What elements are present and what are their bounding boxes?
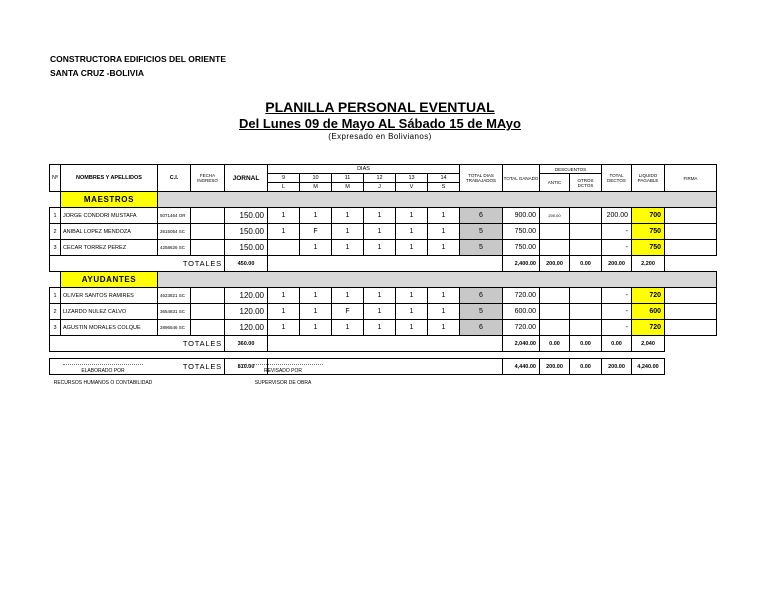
- employee-fecha: [191, 240, 225, 256]
- otros-value: [570, 208, 602, 224]
- day-mark: 1: [300, 208, 332, 224]
- signature-revisado: [213, 364, 353, 386]
- firma-cell: [665, 240, 717, 256]
- col-header-total-ganado: TOTAL GANADO: [503, 165, 540, 192]
- antic-value: [540, 240, 570, 256]
- total-dias: 6: [460, 208, 503, 224]
- day-letter-header: L: [268, 183, 300, 192]
- totals-firma: [665, 336, 717, 352]
- day-mark: 1: [268, 304, 300, 320]
- row-number: 1: [50, 208, 61, 224]
- total-dctos: -: [602, 240, 632, 256]
- section-totals-row: [50, 256, 717, 272]
- totals-label: TOTALES: [50, 256, 225, 272]
- spacer-cell: [50, 352, 717, 359]
- total-dias: 5: [460, 224, 503, 240]
- day-mark: F: [300, 224, 332, 240]
- totals-dctos: 0.00: [602, 336, 632, 352]
- company-name: CONSTRUCTORA EDIFICIOS DEL ORIENTE: [50, 54, 226, 64]
- day-mark: 1: [364, 240, 396, 256]
- day-mark: 1: [300, 240, 332, 256]
- employee-row: [50, 224, 717, 240]
- employee-jornal: 150.00: [225, 208, 268, 224]
- antic-value: [540, 288, 570, 304]
- employee-row: [50, 320, 717, 336]
- day-mark: 1: [396, 208, 428, 224]
- col-header-total-dctos: TOTAL DECTOS: [602, 165, 632, 192]
- row-number: 3: [50, 240, 61, 256]
- totals-jornal: 450.00: [225, 256, 268, 272]
- day-mark: 1: [332, 320, 364, 336]
- employee-ci: 2615054 SC: [158, 224, 191, 240]
- antic-value: [540, 304, 570, 320]
- total-ganado: 750.00: [503, 224, 540, 240]
- section-header-row: [50, 272, 717, 288]
- employee-name: CECAR TORREZ PEREZ: [61, 240, 158, 256]
- day-mark: 1: [332, 240, 364, 256]
- section-fill: [158, 192, 717, 208]
- day-mark: 1: [396, 240, 428, 256]
- total-ganado: 600.00: [503, 304, 540, 320]
- liquido-pagable: 750: [632, 224, 665, 240]
- row-number: 2: [50, 304, 61, 320]
- row-number: 3: [50, 320, 61, 336]
- day-mark: 1: [364, 288, 396, 304]
- firma-cell: [665, 304, 717, 320]
- total-ganado: 750.00: [503, 240, 540, 256]
- employee-row: [50, 240, 717, 256]
- totals-liquido: 2,040: [632, 336, 665, 352]
- total-dctos: -: [602, 304, 632, 320]
- employee-fecha: [191, 304, 225, 320]
- totals-antic: 200.00: [540, 256, 570, 272]
- totals-jornal: 360.00: [225, 336, 268, 352]
- section-totals-row: [50, 336, 717, 352]
- totals-ganado: 2,400.00: [503, 256, 540, 272]
- col-header-ci: C.I.: [158, 165, 191, 192]
- day-number-header: 14: [428, 174, 460, 183]
- grand-totals-antic: 200.00: [540, 359, 570, 375]
- employee-ci: 5071464 OR: [158, 208, 191, 224]
- day-mark: 1: [364, 320, 396, 336]
- liquido-pagable: 600: [632, 304, 665, 320]
- employee-jornal: 120.00: [225, 304, 268, 320]
- firma-cell: [665, 224, 717, 240]
- col-header-antic: ANTIC: [540, 174, 570, 192]
- total-dias: 5: [460, 304, 503, 320]
- employee-name: OLIVER SANTOS RAMIRES: [61, 288, 158, 304]
- antic-value: [540, 224, 570, 240]
- otros-value: [570, 320, 602, 336]
- antic-value: 200.00: [540, 208, 570, 224]
- totals-otros: 0.00: [570, 336, 602, 352]
- day-mark: 1: [268, 224, 300, 240]
- document-title: PLANILLA PERSONAL EVENTUAL: [265, 99, 495, 115]
- totals-days-blank: [268, 256, 503, 272]
- day-number-header: 13: [396, 174, 428, 183]
- grand-totals-ganado: 4,440.00: [503, 359, 540, 375]
- col-header-firma: FIRMA: [665, 165, 717, 192]
- total-dctos: -: [602, 288, 632, 304]
- employee-ci: 4258626 SC: [158, 240, 191, 256]
- row-number: 2: [50, 224, 61, 240]
- day-mark: 1: [332, 288, 364, 304]
- day-letter-header: M: [300, 183, 332, 192]
- day-mark: 1: [364, 208, 396, 224]
- total-dias: 5: [460, 240, 503, 256]
- grand-totals-label: TOTALES: [50, 359, 225, 375]
- day-letter-header: M: [332, 183, 364, 192]
- section-spacer: [50, 192, 61, 208]
- liquido-pagable: 720: [632, 288, 665, 304]
- grand-totals-liquido: 4,240.00: [632, 359, 665, 375]
- section-fill: [158, 272, 717, 288]
- col-header-otros: OTROS DCTOS: [570, 174, 602, 192]
- col-header-n: Nº: [50, 165, 61, 192]
- day-mark: 1: [332, 208, 364, 224]
- employee-row: [50, 288, 717, 304]
- day-mark: F: [332, 304, 364, 320]
- signature-revisado-dept: SUPERVISOR DE OBRA: [254, 380, 312, 386]
- firma-cell: [665, 288, 717, 304]
- section-header-row: [50, 192, 717, 208]
- day-number-header: 10: [300, 174, 332, 183]
- employee-name: AGUSTIN MORALES COLQUE: [61, 320, 158, 336]
- totals-label: TOTALES: [50, 336, 225, 352]
- employee-ci: 4623821 SC: [158, 288, 191, 304]
- company-location: SANTA CRUZ -BOLIVIA: [50, 68, 144, 78]
- signature-revisado-role: REVISADO POR: [263, 368, 303, 374]
- employee-ci: 2896546 SC: [158, 320, 191, 336]
- day-letter-header: V: [396, 183, 428, 192]
- antic-value: [540, 320, 570, 336]
- signature-elaborado: [33, 364, 173, 386]
- day-number-header: 11: [332, 174, 364, 183]
- employee-fecha: [191, 224, 225, 240]
- employee-fecha: [191, 288, 225, 304]
- totals-ganado: 2,040.00: [503, 336, 540, 352]
- employee-jornal: 150.00: [225, 224, 268, 240]
- otros-value: [570, 240, 602, 256]
- day-letter-header: J: [364, 183, 396, 192]
- liquido-pagable: 720: [632, 320, 665, 336]
- day-mark: 1: [268, 208, 300, 224]
- col-header-total-dias: TOTAL DIAS TRABAJADOS: [460, 165, 503, 192]
- col-header-jornal: JORNAL: [225, 165, 268, 192]
- col-header-descuentos: DESCUENTOS: [540, 165, 602, 174]
- signature-elaborado-dept: RECURSOS HUMANOS O CONTABILIDAD: [53, 380, 153, 386]
- otros-value: [570, 224, 602, 240]
- totals-liquido: 2,200: [632, 256, 665, 272]
- grand-totals-dctos: 200.00: [602, 359, 632, 375]
- day-number-header: 12: [364, 174, 396, 183]
- employee-fecha: [191, 208, 225, 224]
- day-mark: 1: [428, 304, 460, 320]
- total-dias: 6: [460, 288, 503, 304]
- section-label: AYUDANTES: [61, 272, 158, 288]
- employee-jornal: 120.00: [225, 288, 268, 304]
- section-spacer: [50, 272, 61, 288]
- totals-otros: 0.00: [570, 256, 602, 272]
- day-mark: 1: [428, 224, 460, 240]
- day-mark: 1: [396, 288, 428, 304]
- total-ganado: 720.00: [503, 320, 540, 336]
- day-mark: 1: [300, 320, 332, 336]
- employee-jornal: 150.00: [225, 240, 268, 256]
- employee-row: [50, 208, 717, 224]
- total-ganado: 720.00: [503, 288, 540, 304]
- employee-name: JORGE CONDORI MUSTAFA: [61, 208, 158, 224]
- grand-totals-firma: [665, 359, 717, 375]
- total-dias: 6: [460, 320, 503, 336]
- grand-totals-jornal: 810.00: [225, 359, 268, 375]
- day-mark: 1: [300, 304, 332, 320]
- day-mark: 1: [428, 320, 460, 336]
- employee-fecha: [191, 320, 225, 336]
- total-dctos: 200.00: [602, 208, 632, 224]
- totals-dctos: 200.00: [602, 256, 632, 272]
- section-label: MAESTROS: [61, 192, 158, 208]
- payroll-table: [49, 164, 717, 375]
- col-header-dias: DIAS: [268, 165, 460, 174]
- day-mark: 1: [364, 224, 396, 240]
- row-number: 1: [50, 288, 61, 304]
- total-ganado: 900.00: [503, 208, 540, 224]
- day-mark: 1: [364, 304, 396, 320]
- totals-antic: 0.00: [540, 336, 570, 352]
- otros-value: [570, 304, 602, 320]
- grand-totals-otros: 0.00: [570, 359, 602, 375]
- day-number-header: 9: [268, 174, 300, 183]
- firma-cell: [665, 320, 717, 336]
- day-mark: 1: [396, 224, 428, 240]
- firma-cell: [665, 208, 717, 224]
- total-dctos: -: [602, 320, 632, 336]
- day-mark: 1: [396, 320, 428, 336]
- employee-row: [50, 304, 717, 320]
- employee-ci: 3654831 SC: [158, 304, 191, 320]
- day-mark: 1: [428, 208, 460, 224]
- day-mark: 1: [428, 240, 460, 256]
- signature-elaborado-role: ELABORADO POR: [81, 368, 125, 374]
- employee-name: ANIBAL LOPEZ MENDOZA: [61, 224, 158, 240]
- col-header-liquido: LIQUIDO PAGABLE: [632, 165, 665, 192]
- employee-jornal: 120.00: [225, 320, 268, 336]
- document-period: Del Lunes 09 de Mayo AL Sábado 15 de MAyo: [239, 116, 521, 131]
- col-header-name: NOMBRES Y APELLIDOS: [61, 165, 158, 192]
- currency-note: (Expresado en Bolivianos): [328, 132, 432, 141]
- day-mark: 1: [268, 288, 300, 304]
- day-letter-header: S: [428, 183, 460, 192]
- employee-name: LIZARDO NULEZ CALVO: [61, 304, 158, 320]
- col-header-fecha: FECHA INGRESO: [191, 165, 225, 192]
- day-mark: 1: [428, 288, 460, 304]
- day-mark: [268, 240, 300, 256]
- liquido-pagable: 700: [632, 208, 665, 224]
- total-dctos: -: [602, 224, 632, 240]
- day-mark: 1: [300, 288, 332, 304]
- day-mark: 1: [332, 224, 364, 240]
- day-mark: 1: [268, 320, 300, 336]
- liquido-pagable: 750: [632, 240, 665, 256]
- totals-days-blank: [268, 336, 503, 352]
- totals-firma: [665, 256, 717, 272]
- day-mark: 1: [396, 304, 428, 320]
- otros-value: [570, 288, 602, 304]
- spacer-row: [50, 352, 717, 359]
